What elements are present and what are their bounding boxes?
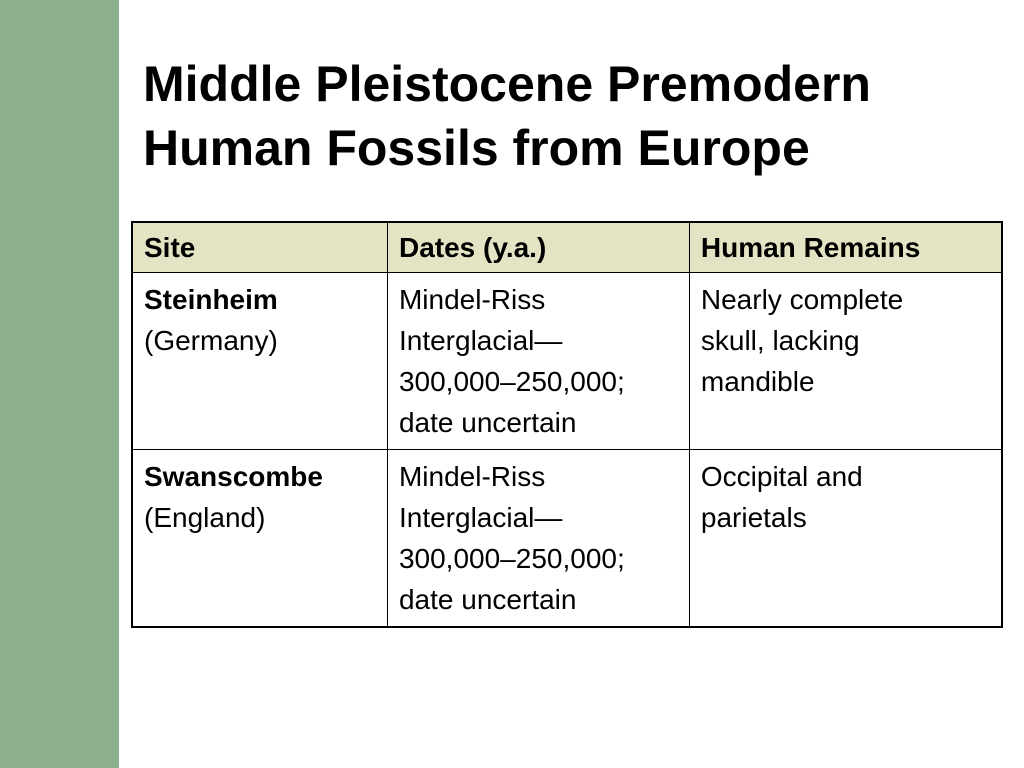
site-cell [132, 273, 387, 450]
site-cell [132, 450, 387, 628]
dates-line: date uncertain [398, 407, 577, 438]
remains-line: Occipital and [700, 461, 863, 492]
dates-cell [387, 273, 689, 450]
dates-cell [387, 450, 689, 628]
site-name: Steinheim [144, 284, 278, 315]
dates-line: 300,000–250,000; [398, 543, 625, 574]
remains-cell [689, 273, 1002, 450]
remains-line: skull, lacking [700, 325, 860, 356]
dates-line: Interglacial— [398, 502, 563, 533]
table-row [132, 273, 1002, 450]
slide-title [143, 52, 1003, 180]
site-country: (England) [144, 502, 266, 533]
title-line-1: Middle Pleistocene Premodern [143, 56, 871, 112]
header-site: Site [132, 222, 387, 273]
table-header-row [132, 222, 1002, 273]
site-name: Swanscombe [144, 461, 323, 492]
dates-line: date uncertain [398, 584, 577, 615]
header-human-remains: Human Remains [689, 222, 1002, 273]
site-country: (Germany) [144, 325, 278, 356]
dates-line: 300,000–250,000; [398, 366, 625, 397]
remains-line: parietals [700, 502, 807, 533]
table-row [132, 450, 1002, 628]
decorative-sidebar [0, 0, 119, 768]
dates-line: Mindel-Riss [398, 284, 546, 315]
remains-line: mandible [700, 366, 815, 397]
header-dates: Dates (y.a.) [387, 222, 689, 273]
title-line-2: Human Fossils from Europe [143, 120, 810, 176]
remains-cell [689, 450, 1002, 628]
dates-line: Interglacial— [398, 325, 563, 356]
dates-line: Mindel-Riss [398, 461, 546, 492]
fossil-table [131, 221, 1003, 628]
remains-line: Nearly complete [700, 284, 904, 315]
